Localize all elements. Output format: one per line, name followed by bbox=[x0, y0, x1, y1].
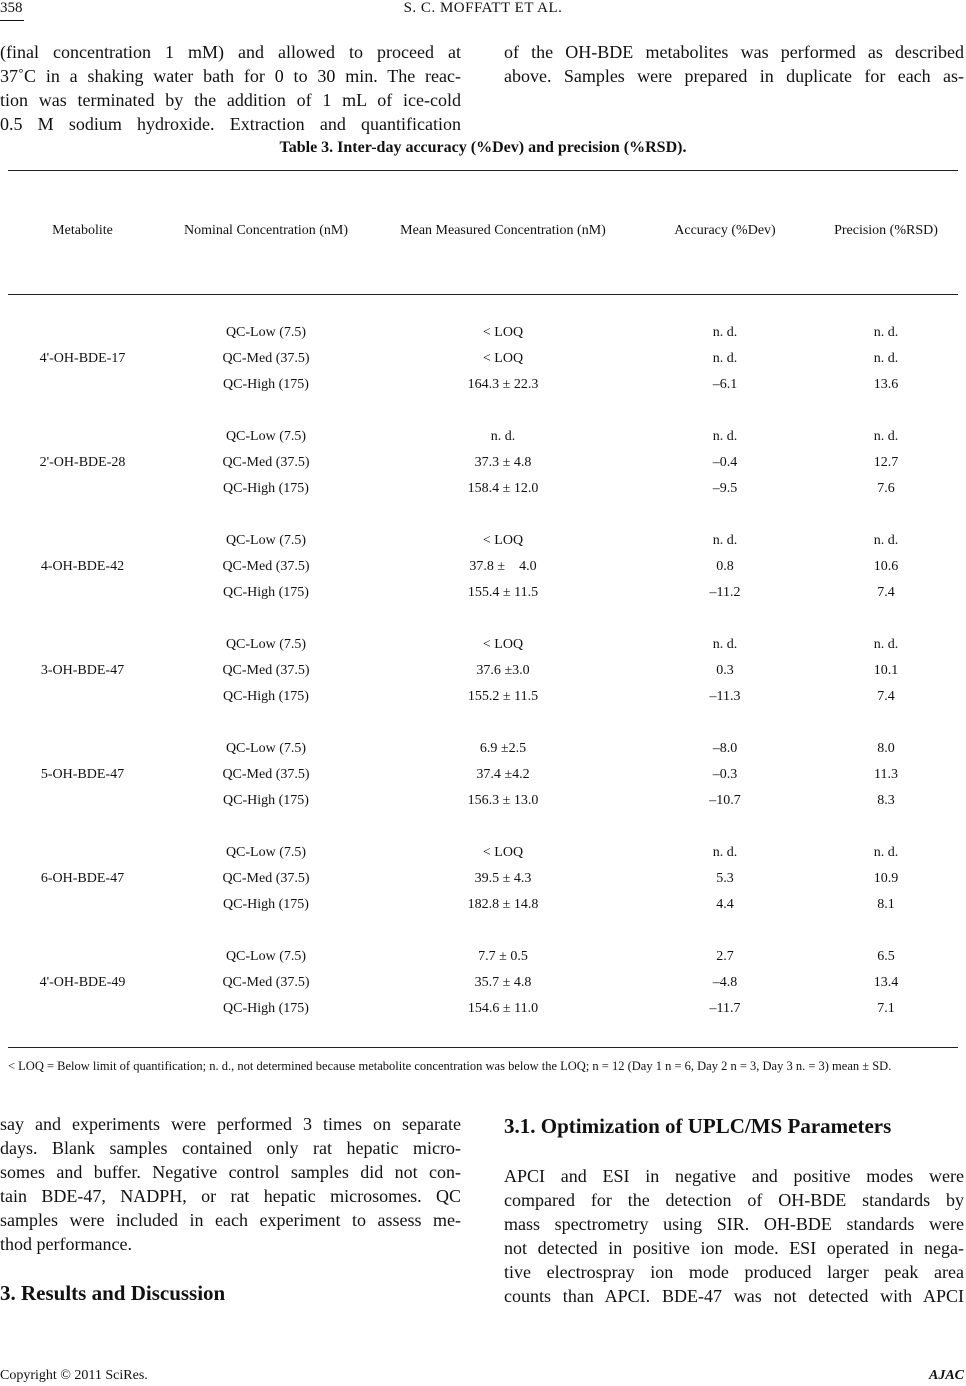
table-cell: 13.6 bbox=[873, 377, 899, 392]
table-cell: QC-High (175) bbox=[223, 793, 309, 808]
column-header-accuracy: Accuracy (%Dev) bbox=[674, 223, 776, 238]
table-cell: –10.7 bbox=[709, 793, 741, 808]
table-cell: n. d. bbox=[712, 637, 738, 652]
table-bottom-rule bbox=[8, 1047, 958, 1048]
table-cell: –11.2 bbox=[709, 585, 741, 600]
metabolite-name: 4'-OH-BDE-17 bbox=[39, 351, 126, 366]
table-cell: QC-Med (37.5) bbox=[222, 455, 310, 470]
table-cell: 8.1 bbox=[877, 897, 895, 912]
table-cell: 155.4 ± 11.5 bbox=[467, 585, 539, 600]
table-cell: –9.5 bbox=[712, 481, 738, 496]
table-cell: 10.9 bbox=[873, 871, 899, 886]
text-line: mass spectrometry using SIR. OH-BDE standards were bbox=[504, 1214, 964, 1234]
table-cell: 0.3 bbox=[716, 663, 734, 678]
table-cell: n. d. bbox=[490, 429, 516, 444]
table-cell: 7.6 bbox=[877, 481, 895, 496]
table-cell: 10.6 bbox=[873, 559, 899, 574]
table-cell: QC-High (175) bbox=[223, 897, 309, 912]
table-cell: 7.1 bbox=[877, 1001, 895, 1016]
table-top-rule bbox=[8, 170, 958, 171]
table-cell: 8.3 bbox=[877, 793, 895, 808]
table-cell: QC-Low (7.5) bbox=[225, 949, 307, 964]
column-header-nominal: Nominal Concentration (nM) bbox=[183, 223, 349, 238]
table-cell: < LOQ bbox=[482, 845, 524, 860]
page-number: 358 bbox=[0, 0, 23, 16]
table-cell: 10.1 bbox=[873, 663, 899, 678]
table-cell: n. d. bbox=[873, 637, 899, 652]
table-cell: QC-Med (37.5) bbox=[222, 767, 310, 782]
text-line: samples were included in each experiment to assess me- bbox=[0, 1210, 461, 1230]
table-footnote: < LOQ = Below limit of quantification; n. d., not determined because metabolite concentration was below the LOQ; n = 12 (Day 1 n = 6, Day 2 n = 3, Day 3 n. = 3) mean ± SD. bbox=[8, 1059, 892, 1073]
text-line: (final concentration 1 mM) and allowed to proceed at bbox=[0, 42, 461, 62]
table-cell: 37.6 ±3.0 bbox=[476, 663, 530, 678]
table-cell: n. d. bbox=[712, 325, 738, 340]
table-cell: n. d. bbox=[873, 325, 899, 340]
running-header: S. C. MOFFATT ET AL. bbox=[403, 0, 563, 16]
table-cell: 156.3 ± 13.0 bbox=[467, 793, 539, 808]
text-line: APCI and ESI in negative and positive modes were bbox=[504, 1166, 964, 1186]
text-line: 0.5 M sodium hydroxide. Extraction and quantification bbox=[0, 114, 461, 134]
column-header-mean: Mean Measured Concentration (nM) bbox=[400, 223, 606, 238]
table-cell: QC-Low (7.5) bbox=[225, 325, 307, 340]
table-cell: 13.4 bbox=[873, 975, 899, 990]
metabolite-name: 4'-OH-BDE-49 bbox=[39, 975, 126, 990]
text-line: compared for the detection of OH-BDE standards by bbox=[504, 1190, 964, 1210]
table-cell: QC-Med (37.5) bbox=[222, 559, 310, 574]
table-cell: n. d. bbox=[873, 351, 899, 366]
table-cell: QC-Med (37.5) bbox=[222, 351, 310, 366]
metabolite-name: 4-OH-BDE-42 bbox=[40, 559, 125, 574]
table-cell: n. d. bbox=[712, 351, 738, 366]
table-cell: n. d. bbox=[873, 845, 899, 860]
table-cell: n. d. bbox=[712, 845, 738, 860]
table-cell: QC-Low (7.5) bbox=[225, 533, 307, 548]
table-cell: n. d. bbox=[873, 429, 899, 444]
table-cell: 6.9 ±2.5 bbox=[479, 741, 527, 756]
section-heading: 3. Results and Discussion bbox=[0, 1281, 226, 1305]
table-cell: 7.4 bbox=[877, 689, 895, 704]
table-cell: 2.7 bbox=[716, 949, 734, 964]
subsection-heading: 3.1. Optimization of UPLC/MS Parameters bbox=[504, 1114, 892, 1138]
text-line: counts than APCI. BDE-47 was not detected with APCI bbox=[504, 1286, 964, 1306]
text-line: tive electrospray ion mode produced larger peak area bbox=[504, 1262, 964, 1282]
text-line: say and experiments were performed 3 times on separate bbox=[0, 1114, 461, 1134]
metabolite-name: 2'-OH-BDE-28 bbox=[39, 455, 126, 470]
table-header-rule bbox=[8, 294, 958, 295]
top-right-paragraph bbox=[504, 40, 964, 88]
text-line: days. Blank samples contained only rat hepatic micro- bbox=[0, 1138, 461, 1158]
table-cell: QC-High (175) bbox=[223, 585, 309, 600]
table-cell: 155.2 ± 11.5 bbox=[467, 689, 539, 704]
text-line: 37˚C in a shaking water bath for 0 to 30 min. The reac- bbox=[0, 66, 461, 86]
table-cell: –11.7 bbox=[709, 1001, 741, 1016]
table-cell: QC-Low (7.5) bbox=[225, 741, 307, 756]
table-cell: 4.4 bbox=[716, 897, 734, 912]
text-line: somes and buffer. Negative control samples did not con- bbox=[0, 1162, 461, 1182]
table-cell: –8.0 bbox=[712, 741, 738, 756]
top-left-paragraph bbox=[0, 40, 461, 136]
table-cell: –0.3 bbox=[712, 767, 738, 782]
table-cell: n. d. bbox=[712, 533, 738, 548]
table-cell: 35.7 ± 4.8 bbox=[474, 975, 532, 990]
table-cell: n. d. bbox=[873, 533, 899, 548]
table-title: Table 3. Inter-day accuracy (%Dev) and precision (%RSD). bbox=[279, 139, 687, 156]
table-cell: 39.5 ± 4.3 bbox=[474, 871, 532, 886]
table-cell: QC-High (175) bbox=[223, 377, 309, 392]
table-cell: QC-Low (7.5) bbox=[225, 637, 307, 652]
table-cell: 12.7 bbox=[873, 455, 899, 470]
table-cell: 6.5 bbox=[877, 949, 895, 964]
text-line: of the OH-BDE metabolites was performed as described bbox=[504, 42, 964, 62]
table-cell: QC-Med (37.5) bbox=[222, 975, 310, 990]
table-cell: 0.8 bbox=[716, 559, 734, 574]
table-cell: 158.4 ± 12.0 bbox=[467, 481, 539, 496]
column-header-metabolite: Metabolite bbox=[52, 223, 113, 238]
table-cell: < LOQ bbox=[482, 351, 524, 366]
bottom-right-paragraph bbox=[504, 1164, 964, 1308]
table-cell: –6.1 bbox=[712, 377, 738, 392]
table-cell: 37.4 ±4.2 bbox=[476, 767, 530, 782]
text-line: tain BDE-47, NADPH, or rat hepatic microsomes. QC bbox=[0, 1186, 461, 1206]
table-cell: 182.8 ± 14.8 bbox=[467, 897, 539, 912]
table-cell: QC-Med (37.5) bbox=[222, 871, 310, 886]
table-cell: n. d. bbox=[712, 429, 738, 444]
table-cell: < LOQ bbox=[482, 325, 524, 340]
table-cell: QC-Low (7.5) bbox=[225, 429, 307, 444]
table-cell: < LOQ bbox=[482, 533, 524, 548]
table-cell: 37.3 ± 4.8 bbox=[474, 455, 532, 470]
table-cell: QC-Med (37.5) bbox=[222, 663, 310, 678]
bottom-left-paragraph bbox=[0, 1112, 461, 1256]
table-cell: QC-High (175) bbox=[223, 481, 309, 496]
journal-name: AJAC bbox=[928, 1368, 964, 1383]
text-line: tion was terminated by the addition of 1 mL of ice-cold bbox=[0, 90, 461, 110]
text-line: above. Samples were prepared in duplicate for each as- bbox=[504, 66, 964, 86]
table-cell: –0.4 bbox=[712, 455, 738, 470]
table-cell: 164.3 ± 22.3 bbox=[467, 377, 539, 392]
metabolite-name: 3-OH-BDE-47 bbox=[40, 663, 125, 678]
metabolite-name: 6-OH-BDE-47 bbox=[40, 871, 125, 886]
table-cell: 8.0 bbox=[877, 741, 895, 756]
table-cell: < LOQ bbox=[482, 637, 524, 652]
table-cell: QC-Low (7.5) bbox=[225, 845, 307, 860]
table-cell: 7.4 bbox=[877, 585, 895, 600]
metabolite-name: 5-OH-BDE-47 bbox=[40, 767, 125, 782]
table-cell: 37.8 ± 4.0 bbox=[469, 559, 537, 574]
column-header-precision: Precision (%RSD) bbox=[834, 223, 938, 238]
table-cell: 154.6 ± 11.0 bbox=[467, 1001, 539, 1016]
table-cell: –11.3 bbox=[709, 689, 741, 704]
page-number-underline bbox=[0, 20, 24, 21]
table-cell: QC-High (175) bbox=[223, 1001, 309, 1016]
text-line: thod performance. bbox=[0, 1234, 132, 1254]
copyright: Copyright © 2011 SciRes. bbox=[0, 1368, 148, 1383]
table-cell: QC-High (175) bbox=[223, 689, 309, 704]
text-line: not detected in positive ion mode. ESI operated in nega- bbox=[504, 1238, 964, 1258]
table-cell: 5.3 bbox=[716, 871, 734, 886]
table-cell: 7.7 ± 0.5 bbox=[478, 949, 528, 964]
table-cell: 11.3 bbox=[874, 767, 898, 782]
table-cell: –4.8 bbox=[712, 975, 738, 990]
